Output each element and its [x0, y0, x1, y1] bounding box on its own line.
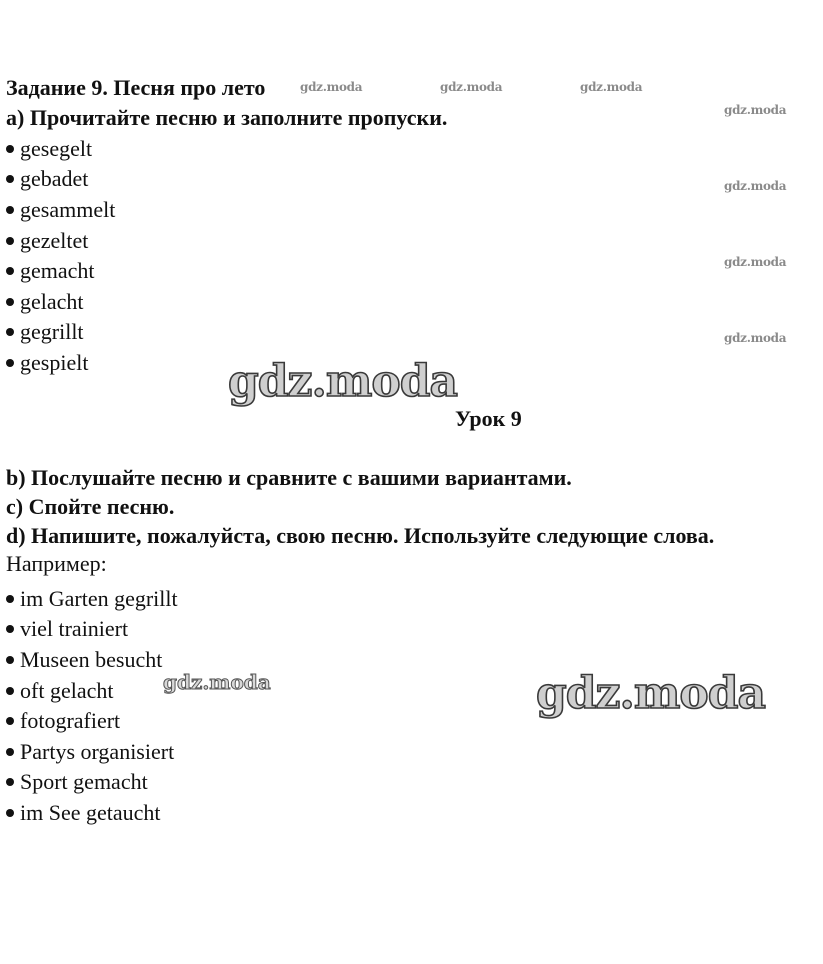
watermark: gdz.moda — [724, 331, 787, 345]
watermark: gdz.moda — [724, 103, 787, 117]
bullet-icon — [6, 175, 14, 183]
bullet-icon — [6, 206, 14, 214]
watermark: gdz.moda — [300, 80, 363, 94]
list-item: Museen besucht — [6, 647, 162, 673]
watermark: gdz.moda — [440, 80, 503, 94]
bullet-icon — [6, 656, 14, 664]
list-item: gegrillt — [6, 319, 84, 345]
watermark: gdz.moda — [724, 255, 787, 269]
list-item: im Garten gegrillt — [6, 586, 178, 612]
bullet-icon — [6, 625, 14, 633]
bullet-icon — [6, 359, 14, 367]
watermark: gdz.moda — [228, 356, 458, 407]
list-item: gemacht — [6, 258, 95, 284]
watermark: gdz.moda — [580, 80, 643, 94]
bullet-icon — [6, 328, 14, 336]
list-item: oft gelacht — [6, 678, 113, 704]
bullet-icon — [6, 595, 14, 603]
list-item: gesegelt — [6, 136, 92, 162]
bullet-icon — [6, 809, 14, 817]
list-item: gesammelt — [6, 197, 115, 223]
list-item: gespielt — [6, 350, 88, 376]
bullet-icon — [6, 717, 14, 725]
bullet-icon — [6, 145, 14, 153]
list-item: Sport gemacht — [6, 769, 148, 795]
example-label: Например: — [6, 551, 107, 576]
list-item: Partys organisiert — [6, 739, 174, 765]
task-title: Задание 9. Песня про лето — [6, 75, 266, 100]
part-c-instruction: c) Спойте песню. — [6, 494, 175, 519]
part-a-instruction: a) Прочитайте песню и заполните пропуски. — [6, 105, 448, 130]
bullet-icon — [6, 267, 14, 275]
watermark: gdz.moda — [724, 179, 787, 193]
list-item: gebadet — [6, 166, 88, 192]
bullet-icon — [6, 687, 14, 695]
list-item: gelacht — [6, 289, 84, 315]
list-item: viel trainiert — [6, 616, 128, 642]
list-item: fotografiert — [6, 708, 120, 734]
list-item: im See getaucht — [6, 800, 161, 826]
bullet-icon — [6, 237, 14, 245]
part-b-instruction: b) Послушайте песню и сравните с вашими вариантами. — [6, 465, 572, 490]
part-d-instruction: d) Напишите, пожалуйста, свою песню. Используйте следующие слова. — [6, 523, 715, 548]
bullet-icon — [6, 748, 14, 756]
list-item: gezeltet — [6, 228, 88, 254]
bullet-icon — [6, 298, 14, 306]
watermark: gdz.moda — [163, 670, 271, 694]
bullet-icon — [6, 778, 14, 786]
watermark: gdz.moda — [536, 668, 766, 719]
lesson-label: Урок 9 — [455, 406, 522, 431]
